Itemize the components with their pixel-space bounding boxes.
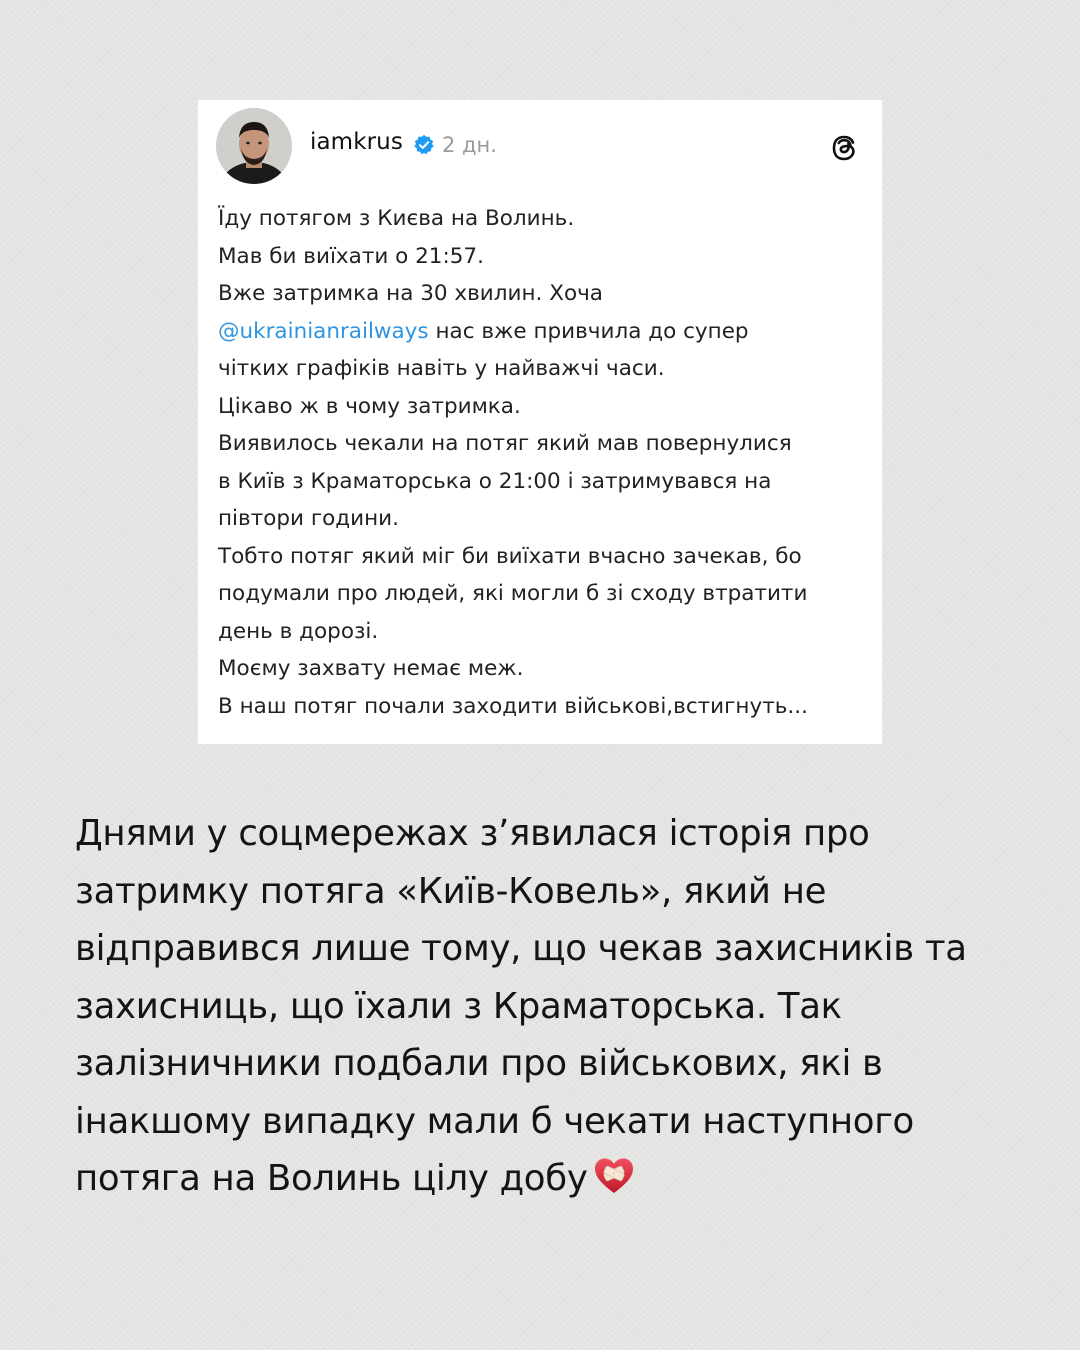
post-body xyxy=(218,200,868,725)
post-line: Вже затримка на 30 хвилин. Хоча xyxy=(218,281,603,306)
caption-line: потяга на Волинь цілу добу xyxy=(75,1158,588,1199)
post-line: півтори години. xyxy=(218,506,399,531)
post-line: Їду потягом з Києва на Волинь. xyxy=(218,206,575,231)
avatar[interactable] xyxy=(216,108,292,184)
post-line-with-mention xyxy=(218,313,868,351)
post-line: Виявилось чекали на потяг який мав повернулися xyxy=(218,431,792,456)
caption-text xyxy=(75,805,1035,1208)
verified-badge-icon xyxy=(413,134,435,156)
post-line: Тобто потяг який міг би виїхати вчасно зачекав, бо xyxy=(218,543,802,569)
caption-line: захисниць, що їхали з Краматорська. Так xyxy=(75,985,842,1027)
caption-line: залізничники подбали про військових, які в xyxy=(75,1043,883,1084)
caption-line: інакшому випадку мали б чекати наступного xyxy=(75,1100,914,1142)
post-line: Цікаво ж в чому затримка. xyxy=(218,393,521,419)
caption-line: відправився лише тому, що чекав захисників та xyxy=(75,928,967,969)
avatar-image xyxy=(216,108,292,184)
threads-post-card xyxy=(198,100,882,744)
threads-logo-icon[interactable] xyxy=(829,133,859,163)
caption-line-last xyxy=(75,1150,1035,1208)
post-line: Мав би виїхати о 21:57. xyxy=(218,243,484,269)
post-timestamp: 2 дн. xyxy=(442,133,497,157)
mending-heart-icon xyxy=(592,1154,636,1198)
post-line: в Київ з Краматорська о 21:00 і затримувався на xyxy=(218,468,772,494)
caption-line: Днями у соцмережах з’явилася історія про xyxy=(75,813,870,854)
post-line: В наш потяг почали заходити військові,встигнуть... xyxy=(218,693,808,719)
mention-link[interactable]: @ukrainianrailways xyxy=(218,318,429,344)
post-line: подумали про людей, які могли б зі сходу втратити xyxy=(218,581,808,606)
post-username[interactable]: iamkrus xyxy=(310,129,403,155)
post-line: день в дорозі. xyxy=(218,618,379,644)
post-line: Моєму захвату немає меж. xyxy=(218,656,524,681)
post-line: нас вже привчила до супер xyxy=(435,318,749,344)
post-line: чітких графіків навіть у найважчі часи. xyxy=(218,356,665,381)
caption-line: затримку потяга «Київ-Ковель», який не xyxy=(75,870,827,912)
